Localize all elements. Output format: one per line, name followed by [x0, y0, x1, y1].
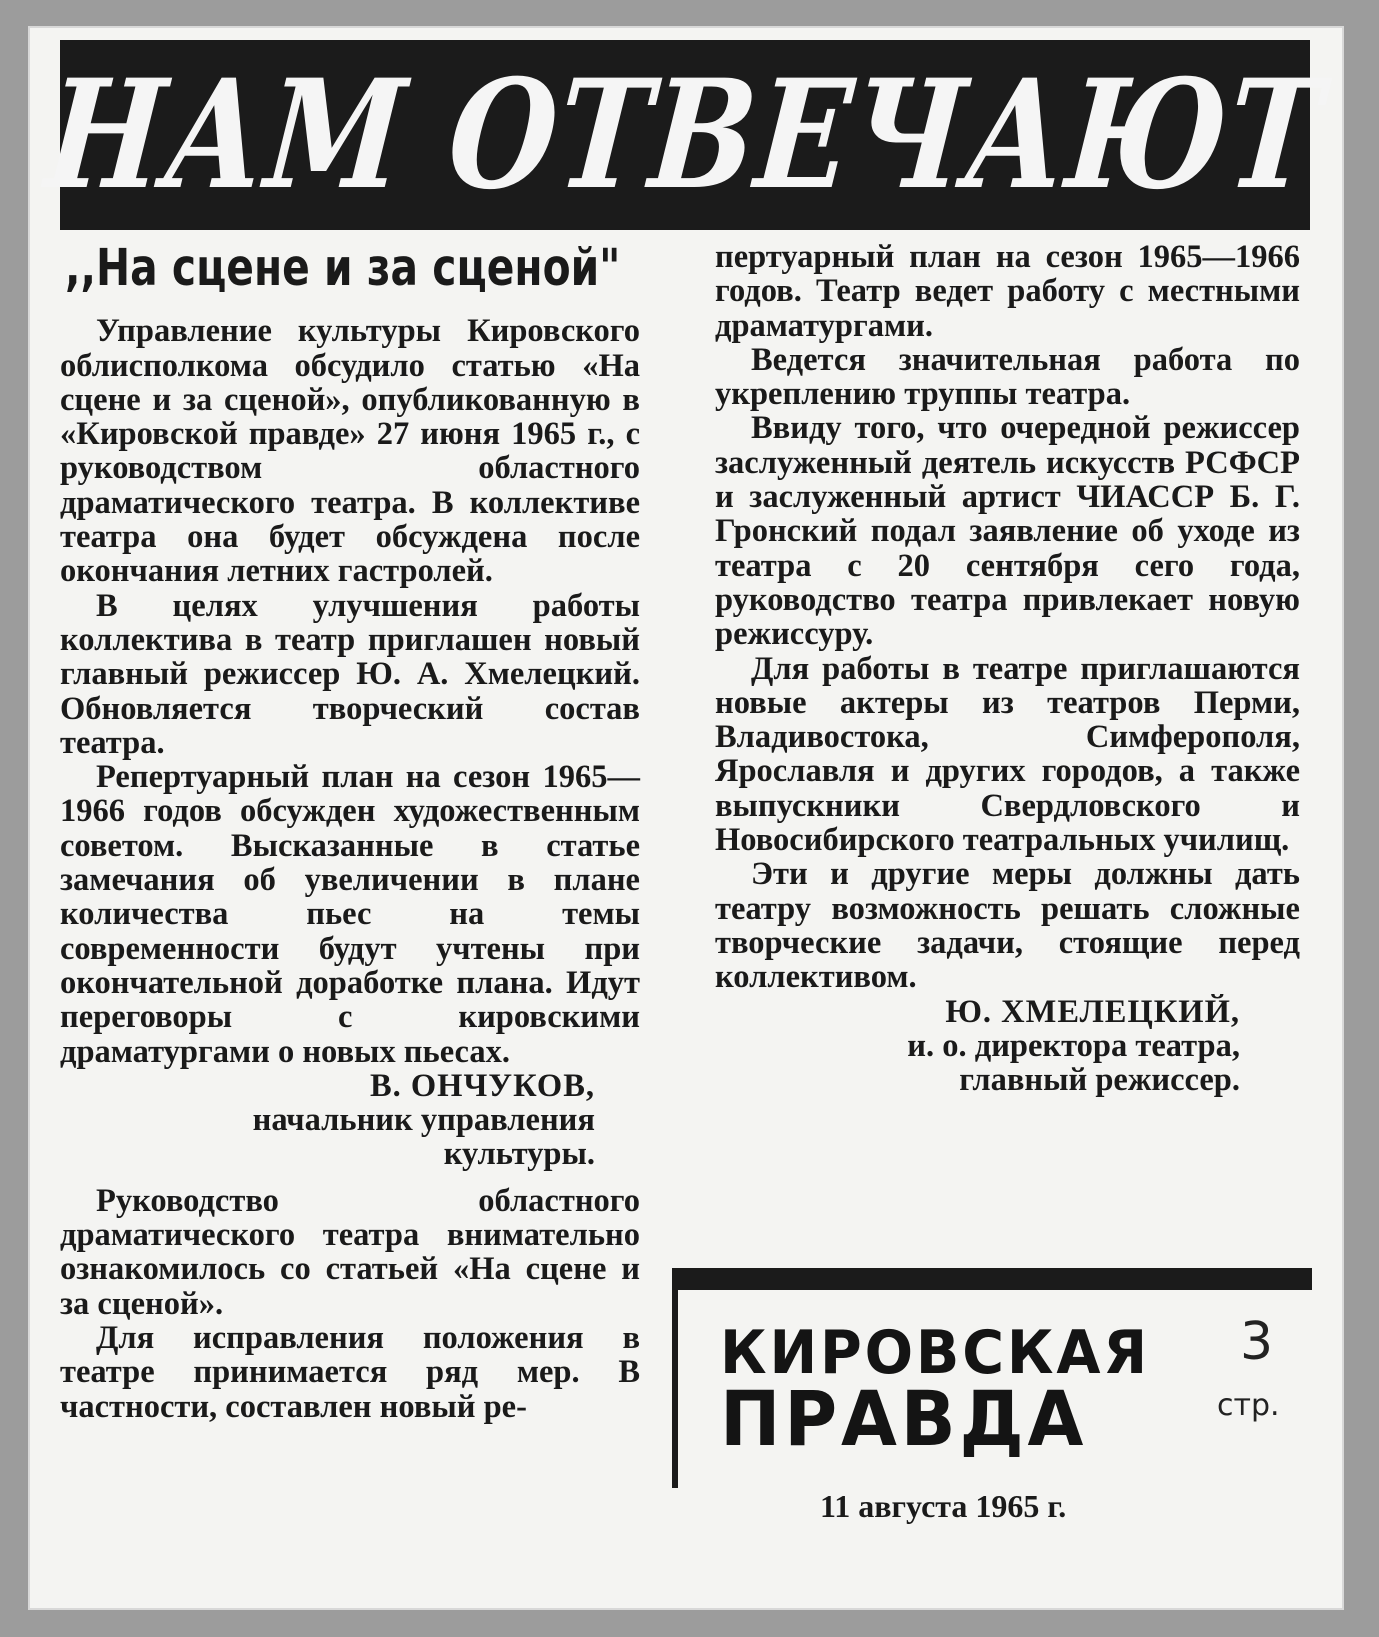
- signature-title: начальник управления: [252, 1102, 595, 1139]
- article-headline: ,,На сцене и за сценой": [65, 239, 621, 298]
- page-number: 3: [1240, 1312, 1274, 1372]
- masthead-rule: [672, 1268, 678, 1488]
- banner-title: НАМ ОТВЕЧАЮТ: [40, 47, 1330, 223]
- left-column: [60, 240, 640, 1424]
- signature-title: и. о. директора театра,: [907, 1027, 1240, 1064]
- paragraph: пертуарный план на сезон 1965—1966 годов. Театр ведет работу с местными драматургами.: [715, 239, 1300, 344]
- newspaper-masthead: [672, 1268, 1312, 1538]
- paragraph: Управление культуры Кировского облисполкома обсудило статью «На сцене и за сценой», опубликованную в «Кировской правде» 27 июня 1965 г., с руководством областного драматического театра. В коллективе театра она будет обсуждена после окончания летних гастролей.: [60, 313, 640, 590]
- section-banner: [40, 40, 1330, 230]
- masthead-rule: [672, 1268, 1312, 1290]
- signature-name: В. ОНЧУКОВ,: [369, 1067, 595, 1104]
- paragraph: Ввиду того, что очередной режиссер заслуженный деятель искусств РСФСР и заслуженный артист ЧИАССР Б. Г. Гронский подал заявление об уходе из театра с 20 сентября сего года, руководство театра привлекает новую режиссуру.: [715, 410, 1300, 653]
- paragraph: Эти и другие меры должны дать театру возможность решать сложные творческие задачи, стоящие перед коллективом.: [715, 856, 1300, 996]
- paragraph: Руководство областного драматического театра внимательно ознакомилось со статьей «На сцене и за сценой».: [60, 1182, 640, 1322]
- issue-date: 11 августа 1965 г.: [820, 1488, 1067, 1524]
- signature-title: культуры.: [443, 1136, 595, 1173]
- paragraph: Ведется значительная работа по укреплению труппы театра.: [715, 341, 1300, 413]
- signature-title: главный режиссер.: [959, 1062, 1240, 1099]
- masthead-title: [720, 1318, 1151, 1463]
- paragraph: Репертуарный план на сезон 1965—1966 годов обсужден художественным советом. Высказанные в статье замечания об увеличении в плане количества пьес на темы современности будут учтены при окончательной доработке плана. Идут переговоры с кировскими драматургами о новых пьесах.: [60, 759, 640, 1070]
- paragraph: Для исправления положения в театре принимается ряд мер. В частности, составлен новый ре-: [60, 1319, 640, 1425]
- masthead-title-line: КИРОВСКАЯ: [720, 1318, 1151, 1388]
- masthead-title-line: ПРАВДА: [720, 1374, 1088, 1463]
- paragraph: Для работы в театре приглашаются новые актеры из театров Перми, Владивостока, Симферополя, Ярославля и других городов, а также выпускники Свердловского и Новосибирского театральных училищ.: [715, 650, 1300, 859]
- signature-name: Ю. ХМЕЛЕЦКИЙ,: [945, 993, 1240, 1030]
- right-column: [715, 240, 1300, 1097]
- paragraph: В целях улучшения работы коллектива в театр приглашен новый главный режиссер Ю. А. Хмелецкий. Обновляется творческий состав театра.: [60, 587, 640, 761]
- page-label: стр.: [1217, 1388, 1280, 1423]
